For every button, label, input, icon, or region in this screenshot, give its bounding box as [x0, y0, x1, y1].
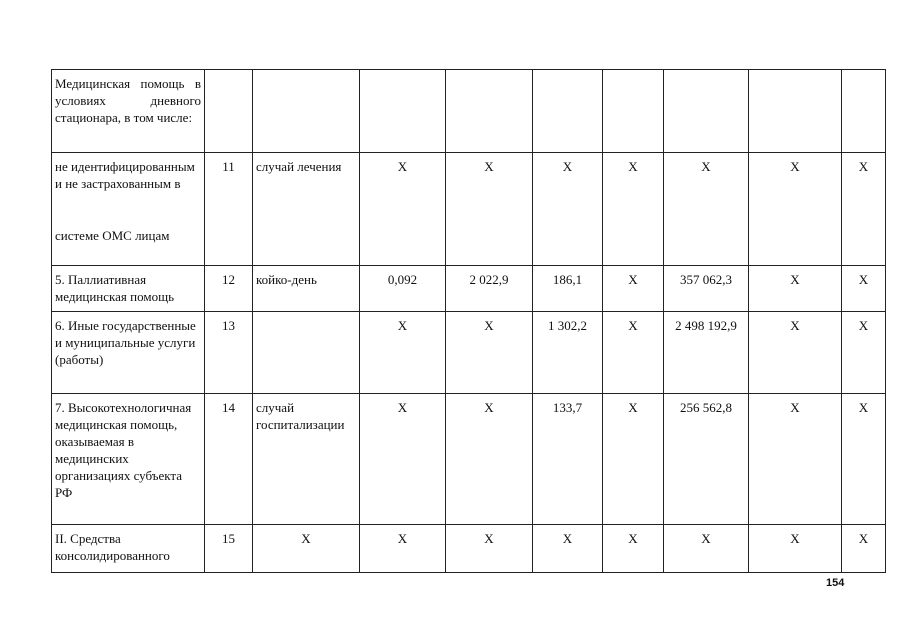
table-cell: X — [749, 266, 842, 312]
page-number: 154 — [826, 577, 845, 589]
row-line-number: 11 — [205, 153, 253, 266]
table-cell: 256 562,8 — [664, 394, 749, 525]
table-cell: 2 022,9 — [446, 266, 533, 312]
row-line-number: 15 — [205, 525, 253, 573]
table-cell: X — [603, 312, 664, 394]
table-row — [52, 525, 886, 573]
table-cell — [664, 70, 749, 153]
row-name: 6. Иные государственные и муниципальные услуги (работы) — [52, 312, 205, 394]
table-cell: X — [603, 525, 664, 573]
table-cell: X — [749, 525, 842, 573]
table-row — [52, 266, 886, 312]
table-cell: X — [749, 312, 842, 394]
table-cell: X — [749, 153, 842, 266]
row-line-number: 14 — [205, 394, 253, 525]
row-line-number: 12 — [205, 266, 253, 312]
table-cell: X — [360, 394, 446, 525]
table-cell: X — [664, 153, 749, 266]
table-cell: X — [842, 525, 886, 573]
row-name: 7. Высокотехнологичная медицинская помощь, оказываемая в медицинских организациях субъекта РФ — [52, 394, 205, 525]
row-unit: койко-день — [253, 266, 360, 312]
row-unit: X — [253, 525, 360, 573]
table-cell — [749, 70, 842, 153]
row-name — [52, 153, 205, 266]
table-cell: 133,7 — [533, 394, 603, 525]
table-cell: X — [749, 394, 842, 525]
table-cell — [603, 70, 664, 153]
row-name-part: не идентифицированным и не застрахованным в — [55, 159, 195, 191]
table-cell — [842, 70, 886, 153]
table-cell: X — [446, 394, 533, 525]
table-cell — [533, 70, 603, 153]
table-cell: X — [446, 525, 533, 573]
row-name: Медицинская помощь в условиях дневного стационара, в том числе: — [52, 70, 205, 153]
table-cell: X — [664, 525, 749, 573]
table-cell: X — [446, 312, 533, 394]
table-cell: X — [533, 153, 603, 266]
table-cell: X — [842, 312, 886, 394]
row-name: II. Средства консолидированного — [52, 525, 205, 573]
table-row — [52, 153, 886, 266]
table-cell: X — [603, 394, 664, 525]
table-cell — [446, 70, 533, 153]
row-unit — [253, 312, 360, 394]
table-cell — [360, 70, 446, 153]
row-name: 5. Паллиативная медицинская помощь — [52, 266, 205, 312]
table-cell: X — [360, 312, 446, 394]
table-cell: X — [603, 153, 664, 266]
table-cell: 1 302,2 — [533, 312, 603, 394]
row-line-number: 13 — [205, 312, 253, 394]
table-cell: X — [603, 266, 664, 312]
row-name-gap — [55, 192, 201, 227]
row-unit: случай лечения — [253, 153, 360, 266]
table-cell: X — [446, 153, 533, 266]
table-cell: X — [533, 525, 603, 573]
table-row — [52, 312, 886, 394]
row-unit — [253, 70, 360, 153]
table-cell: 186,1 — [533, 266, 603, 312]
table-cell: X — [842, 394, 886, 525]
table-row — [52, 70, 886, 153]
table-cell: 0,092 — [360, 266, 446, 312]
table-cell: 2 498 192,9 — [664, 312, 749, 394]
budget-table — [51, 69, 886, 573]
table-cell: X — [842, 266, 886, 312]
table-cell: X — [360, 525, 446, 573]
row-line-number — [205, 70, 253, 153]
row-name-part: системе ОМС лицам — [55, 228, 170, 243]
table-cell: X — [842, 153, 886, 266]
table-row — [52, 394, 886, 525]
table-cell: 357 062,3 — [664, 266, 749, 312]
row-unit: случай госпитализации — [253, 394, 360, 525]
table-cell: X — [360, 153, 446, 266]
